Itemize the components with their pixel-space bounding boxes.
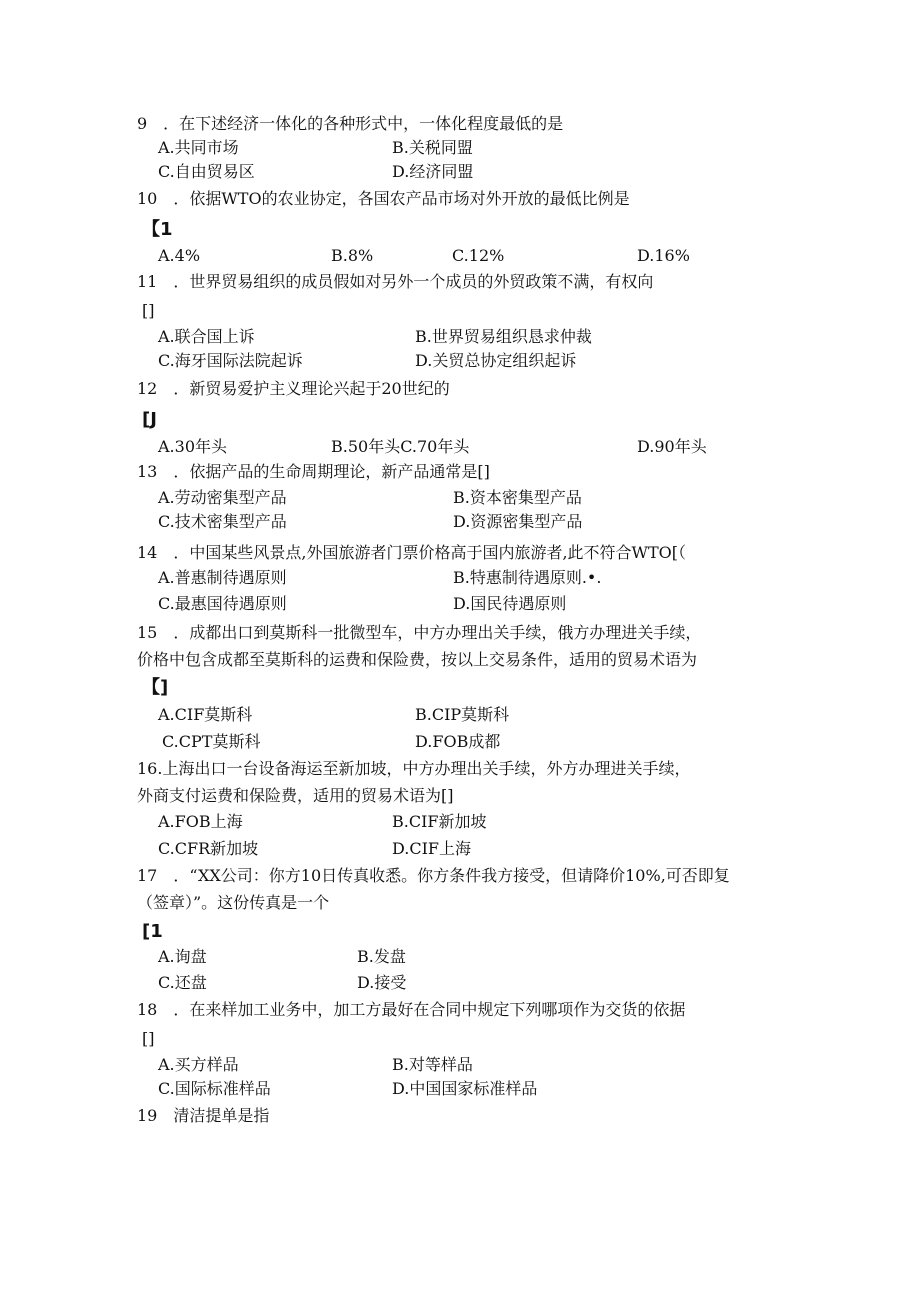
- question-9: 9 ．在下述经济一体化的各种形式中，一体化程度最低的是: [137, 114, 564, 133]
- q11-option-d: D.关贸总协定组织起诉: [415, 351, 577, 370]
- q12-answer-bracket: [J: [142, 409, 157, 430]
- q17-option-c: C.还盘: [158, 973, 207, 992]
- q13-option-a: A.劳动密集型产品: [158, 488, 287, 507]
- q13-option-c: C.技术密集型产品: [158, 512, 287, 531]
- q10-option-d: D.16%: [637, 246, 690, 265]
- q10-option-b: B.8%: [331, 246, 374, 265]
- q15-option-a: A.CIF莫斯科: [158, 705, 253, 724]
- q17-option-a: A.询盘: [158, 947, 207, 966]
- q12-option-d: D.90年头: [637, 437, 707, 456]
- q18-option-b: B.对等样品: [392, 1055, 473, 1074]
- q18-answer-bracket: []: [142, 1029, 155, 1048]
- q9-option-d: D.经济同盟: [392, 162, 474, 181]
- q15-answer-bracket: 【]: [142, 677, 169, 698]
- question-17-line-1: 17 ．“XX公司：你方10日传真收悉。你方条件我方接受，但请降价10%,可否即复: [137, 866, 730, 885]
- question-18: 18 ．在来样加工业务中，加工方最好在合同中规定下列哪项作为交货的依据: [137, 1000, 686, 1019]
- q13-option-b: B.资本密集型产品: [453, 488, 582, 507]
- q12-option-bc: B.50年头C.70年头: [331, 437, 470, 456]
- q9-option-a: A.共同市场: [158, 138, 239, 157]
- question-16-line-2: 外商支付运费和保险费，适用的贸易术语为[]: [137, 786, 454, 805]
- q11-option-b: B.世界贸易组织恳求仲裁: [415, 327, 592, 346]
- q18-option-c: C.国际标准样品: [158, 1079, 271, 1098]
- q9-option-c: C.自由贸易区: [158, 162, 255, 181]
- q18-option-a: A.买方样品: [158, 1055, 239, 1074]
- q16-option-c: C.CFR新加坡: [158, 839, 259, 858]
- q17-option-b: B.发盘: [357, 947, 406, 966]
- q14-option-c: C.最惠国待遇原则: [158, 594, 287, 613]
- question-13: 13 ．依据产品的生命周期理论，新产品通常是[]: [137, 462, 490, 481]
- q16-option-a: A.FOB上海: [158, 812, 243, 831]
- question-14: 14 ．中国某些风景点,外国旅游者门票价格高于国内旅游者,此不符合WTO[（: [137, 543, 687, 562]
- q9-option-b: B.关税同盟: [392, 138, 473, 157]
- q15-option-d: D.FOB成都: [415, 732, 501, 751]
- q11-answer-bracket: []: [142, 301, 155, 320]
- q14-option-d: D.国民待遇原则: [453, 594, 567, 613]
- q16-option-b: B.CIF新加坡: [392, 812, 487, 831]
- q14-option-a: A.普惠制待遇原则: [158, 568, 287, 587]
- q15-option-c: C.CPT莫斯科: [162, 732, 261, 751]
- q12-option-a: A.30年头: [158, 437, 228, 456]
- question-15-line-1: 15 ．成都出口到莫斯科一批微型车，中方办理出关手续，俄方办理进关手续，: [137, 623, 702, 642]
- question-19: 19 清洁提单是指: [137, 1106, 270, 1125]
- q17-option-d: D.接受: [357, 973, 407, 992]
- q18-option-d: D.中国国家标准样品: [392, 1079, 538, 1098]
- question-10: 10 ．依据WTO的农业协定，各国农产品市场对外开放的最低比例是: [137, 189, 630, 208]
- question-15-line-2: 价格中包含成都至莫斯科的运费和保险费，按以上交易条件，适用的贸易术语为: [137, 650, 698, 669]
- q16-option-d: D.CIF上海: [392, 839, 472, 858]
- q15-option-b: B.CIP莫斯科: [415, 705, 510, 724]
- q10-option-a: A.4%: [158, 246, 201, 265]
- question-12: 12 ．新贸易爱护主义理论兴起于20世纪的: [137, 379, 450, 398]
- question-17-line-2: （签章）”。这份传真是一个: [137, 893, 330, 912]
- q13-option-d: D.资源密集型产品: [453, 512, 583, 531]
- q10-option-c: C.12%: [452, 246, 505, 265]
- q14-option-b: B.特惠制待遇原则.•.: [453, 568, 602, 587]
- q10-answer-bracket: 【1: [142, 219, 173, 240]
- q17-answer-bracket: [1: [142, 921, 163, 942]
- q11-option-c: C.海牙国际法院起诉: [158, 351, 303, 370]
- q11-option-a: A.联合国上诉: [158, 327, 255, 346]
- question-11: 11 ．世界贸易组织的成员假如对另外一个成员的外贸政策不满，有权向: [137, 272, 654, 291]
- question-16-line-1: 16.上海出口一台设备海运至新加坡，中方办理出关手续，外方办理进关手续，: [137, 759, 691, 778]
